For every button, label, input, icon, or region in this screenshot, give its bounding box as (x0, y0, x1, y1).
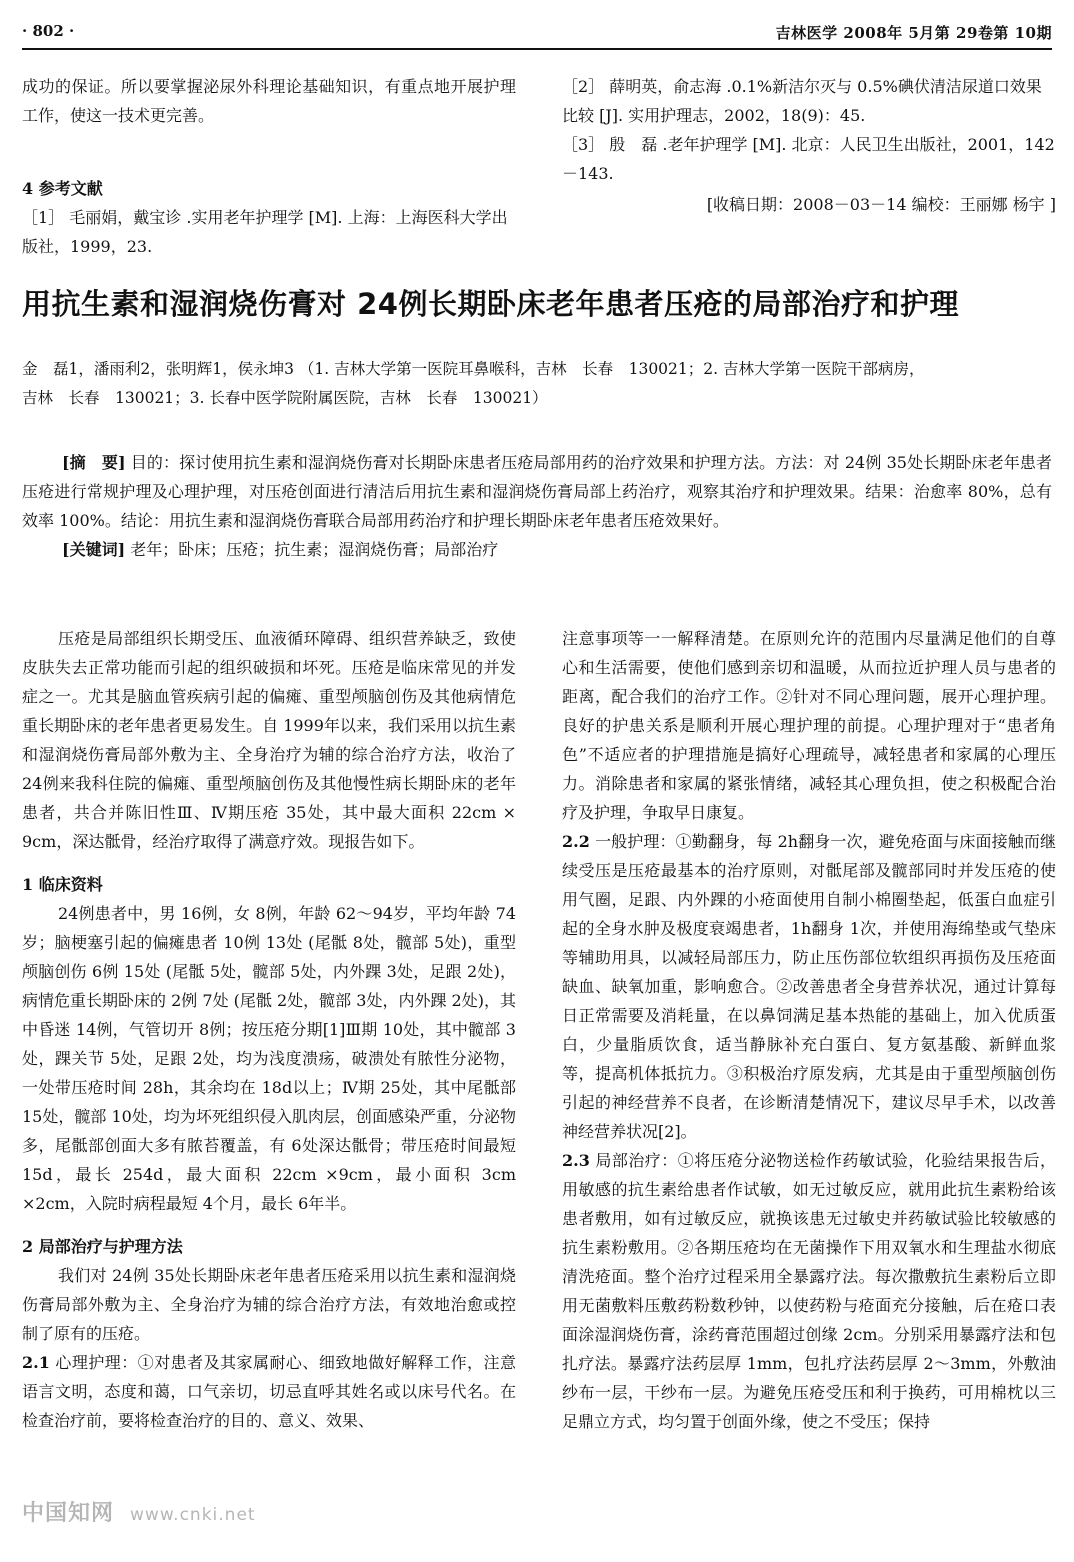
section-1-heading: 1 临床资料 (22, 875, 103, 894)
abstract (22, 448, 1052, 535)
keywords-label: [关键词] (62, 540, 126, 559)
page-number: · 802 · (22, 22, 75, 40)
watermark-url: www.cnki.net (130, 1505, 256, 1525)
section-2-text: 我们对 24例 35处长期卧床老年患者压疮采用以抗生素和湿润烧伤膏局部外敷为主、全身治疗为辅的综合治疗方法，有效地治愈或控制了原有的压疮。 (22, 1266, 516, 1343)
prev-article-left (22, 72, 516, 261)
section-2-2-label: 2.2 (562, 832, 590, 851)
watermark-text: 中国知网 (22, 1501, 115, 1526)
abstract-block (22, 448, 1052, 564)
article-title: 用抗生素和湿润烧伤膏对 24例长期卧床老年患者压疮的局部治疗和护理 (22, 287, 959, 321)
received-date: [收稿日期：2008－03－14 编校：王丽娜 杨宇 ] (706, 195, 1056, 214)
section-2-1 (22, 1348, 516, 1435)
prev-article-right (562, 72, 1056, 219)
section-2-heading: 2 局部治疗与护理方法 (22, 1237, 183, 1256)
header-rule (22, 48, 1052, 50)
body-left-column (22, 624, 516, 1435)
section-2-1-continued: 注意事项等一一解释清楚。在原则允许的范围内尽量满足他们的自尊心和生活需要，使他们感到亲切和温暖，从而拉近护理人员与患者的距离，配合我们的治疗工作。②针对不同心理问题，展开心理护理。良好的护患关系是顺利开展心理护理的前提。心理护理对于“患者角色”不适应者的护理措施是搞好心理疏导，减轻患者和家属的心理压力。消除患者和家属的紧张情绪，减轻其心理负担，使之积极配合治疗及护理，争取早日康复。 (562, 629, 1056, 822)
section-2-1-label: 2.1 (22, 1353, 50, 1372)
section-2-1-text: 心理护理：①对患者及其家属耐心、细致地做好解释工作，注意语言文明，态度和蔼，口气亲切，切忌直呼其姓名或以床号代名。在检查治疗前，要将检查治疗的目的、意义、效果、 (22, 1353, 516, 1430)
section-2-2-text: 一般护理：①勤翻身，每 2h翻身一次，避免疮面与床面接触而继续受压是压疮最基本的治疗原则，对骶尾部及髋部同时并发压疮的使用气圈，足跟、内外踝的小疮面使用自制小棉圈垫起，低蛋白血症引起的全身水肿及极度衰竭患者，1h翻身 1次，并使用海绵垫或气垫床等辅助用具，以减轻局部压力，防止压伤部位软组织再损伤及压疮面缺血、缺氧加重，影响愈合。②改善患者全身营养状况，通过计算每日正常需要及消耗量，在以鼻饲满足基本热能的基础上，加入优质蛋白，少量脂质饮食，适当静脉补充白蛋白、复方氨基酸、新鲜血浆等，提高机体抵抗力。③积极治疗原发病，尤其是由于重型颅脑创伤引起的神经营养不良者，在诊断清楚情况下，建议尽早手术，以改善神经营养状况[2]。 (562, 832, 1056, 1141)
intro-paragraph: 压疮是局部组织长期受压、血液循环障碍、组织营养缺乏，致使皮肤失去正常功能而引起的组织破损和坏死。压疮是临床常见的并发症之一。尤其是脑血管疾病引起的偏瘫、重型颅脑创伤及其他病情危重长期卧床的老年患者更易发生。自 1999年以来，我们采用以抗生素和湿润烧伤膏局部外敷为主、全身治疗为辅的综合治疗方法，收治了 24例来我科住院的偏瘫、重型颅脑创伤及其他慢性病长期卧床的老年患者，共合并陈旧性Ⅲ、Ⅳ期压疮 35处，其中最大面积 22cm × 9cm，深达骶骨，经治疗取得了满意疗效。现报告如下。 (22, 629, 516, 851)
prev-ref-1: ［1］ 毛丽娟，戴宝诊 .实用老年护理学 [M]. 上海：上海医科大学出版社，1999，23. (22, 208, 508, 256)
abstract-label: [摘 要] (62, 453, 126, 472)
body-right-column (562, 624, 1056, 1436)
prev-ref-heading: 4 参考文献 (22, 179, 103, 198)
section-2-3 (562, 1146, 1056, 1436)
keywords-text: 老年；卧床；压疮；抗生素；湿润烧伤膏；局部治疗 (130, 540, 499, 559)
authors-line-2: 吉林 长春 130021；3. 长春中医学院附属医院，吉林 长春 130021） (22, 389, 548, 407)
prev-ref-3: ［3］ 殷 磊 .老年护理学 [M]. 北京：人民卫生出版社，2001，142－143. (562, 135, 1055, 183)
section-2-3-text: 局部治疗：①将压疮分泌物送检作药敏试验，化验结果报告后，用敏感的抗生素给患者作试敏，如无过敏反应，就用此抗生素粉给该患者敷用，如有过敏反应，就换该患无过敏史并药敏试验比较敏感的抗生素粉敷用。②各期压疮均在无菌操作下用双氧水和生理盐水彻底清洗疮面。整个治疗过程采用全暴露疗法。每次撒敷抗生素粉后立即用无菌敷料压敷药粉数秒钟，以使药粉与疮面充分接触，后在疮口表面涂湿润烧伤膏，涂药膏范围超过创缘 2cm。分别采用暴露疗法和包扎疗法。暴露疗法药层厚 1mm，包扎疗法药层厚 2～3mm，外敷油纱布一层，干纱布一层。为避免压疮受压和利于换药，可用棉枕以三足鼎立方式，均匀置于创面外缘，使之不受压；保持 (562, 1151, 1056, 1431)
abstract-text: 目的：探讨使用抗生素和湿润烧伤膏对长期卧床患者压疮局部用药的治疗效果和护理方法。方法：对 24例 35处长期卧床老年患者压疮进行常规护理及心理护理，对压疮创面进行清洁后用抗生素和湿润烧伤膏局部上药治疗，观察其治疗和护理效果。结果：治愈率 80%，总有效率 100%。结论：用抗生素和湿润烧伤膏联合局部用药治疗和护理长期卧床老年患者压疮效果好。 (22, 453, 1052, 530)
journal-info: 吉林医学 2008年 5月第 29卷第 10期 (775, 24, 1052, 42)
authors-line-1: 金 磊1，潘雨利2，张明辉1，侯永坤3 （1. 吉林大学第一医院耳鼻喉科，吉林 长春 130021；2. 吉林大学第一医院干部病房， (22, 360, 925, 378)
prev-ref-2: ［2］ 薛明英，俞志海 .0.1%新洁尔灭与 0.5%碘伏清洁尿道口效果比较 [J]. 实用护理志，2002，18(9)：45. (562, 77, 1042, 125)
section-1-text: 24例患者中，男 16例，女 8例，年龄 62～94岁，平均年龄 74岁；脑梗塞引起的偏瘫患者 10例 13处 (尾骶 8处，髋部 5处)，重型颅脑创伤 6例 15处 (尾骶 5处，髋部 5处，内外踝 3处，足跟 2处)，病情危重长期卧床的 2例 7处 (尾骶 2处，髋部 3处，内外踝 2处)，其中昏迷 14例，气管切开 8例；按压疮分期[1]Ⅲ期 10处，其中髋部 3处，踝关节 5处，足跟 2处，均为浅度溃疡，破溃处有脓性分泌物，一处带压疮时间 28h，其余均在 18d以上；Ⅳ期 25处，其中尾骶部 15处，髋部 10处，均为坏死组织侵入肌肉层，创面感染严重，分泌物多，尾骶部创面大多有脓苔覆盖，有 6处深达骶骨；带压疮时间最短 15d，最长 254d，最大面积 22cm ×9cm，最小面积 3cm ×2cm，入院时病程最短 4个月，最长 6年半。 (22, 904, 516, 1213)
keywords (22, 535, 1052, 564)
prev-closing-paragraph: 成功的保证。所以要掌握泌尿外科理论基础知识，有重点地开展护理工作，使这一技术更完善。 (22, 77, 516, 125)
cnki-watermark (22, 1496, 256, 1527)
article-authors (22, 355, 1052, 413)
section-2-3-label: 2.3 (562, 1151, 590, 1170)
section-2-2 (562, 827, 1056, 1146)
